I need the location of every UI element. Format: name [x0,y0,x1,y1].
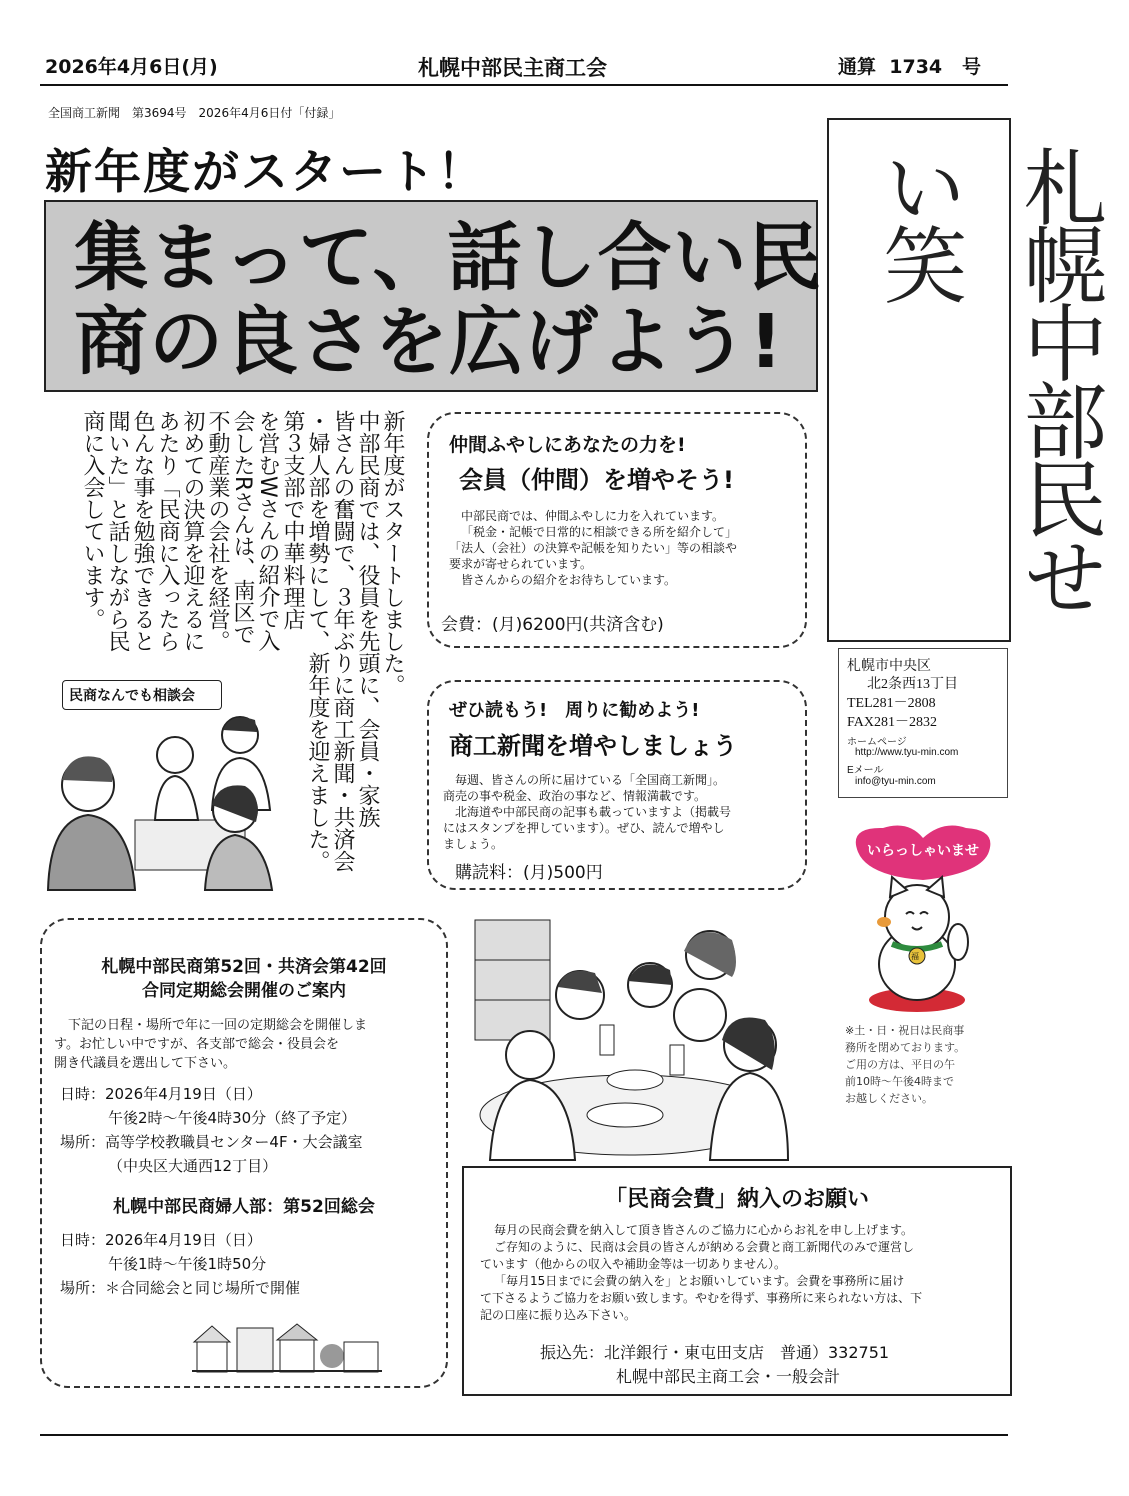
w-place-row [60,1276,300,1300]
account-name: 札幌中部民主商工会・一般会計 [616,1367,841,1386]
date-label: 日時： [60,1231,106,1249]
email-address[interactable]: info@tyu-min.com [855,776,936,787]
dues-title: 「民商会費」納入のお願い [604,1187,869,1212]
article-column: 中部民商では、役員を先頭に、会員・家族 [355,410,380,828]
email-label: Eメール [847,765,884,776]
womens-meeting-time: 午後1時～午後1時50分 [108,1255,267,1273]
womens-meeting-date: 2026年4月19日（日） [105,1231,262,1249]
members-recruitment-box [427,412,807,648]
bank-account: 振込先：北洋銀行・東屯田支店 普通）332751 [540,1343,890,1362]
headline: 新年度がスタート！ [45,145,486,200]
meeting-details [60,1082,363,1178]
note-line: 務所を閉めております。 [845,1041,966,1054]
w-date-row [60,1228,300,1252]
note-line: ご用の方は、平日の午 [845,1058,955,1071]
meeting-place: 高等学校教職員センター4F・大会議室 [105,1133,363,1151]
banner [44,200,823,392]
homepage-url[interactable]: http://www.tyu-min.com [855,747,959,758]
dues-body-line: ています（他からの収入や補助金等は一切ありません）。 [480,1257,787,1271]
party-illustration [470,915,790,1160]
newspaper-body-line: 商売の事や税金、政治の事など、情報満載です。 [443,789,707,803]
masthead-calligraphy: 札幌中部民せい笑 [870,144,1108,612]
newspaper-body [443,772,793,852]
meeting-time: 午後2時～午後4時30分（終了予定） [108,1109,357,1127]
footer-rule [40,1434,1008,1436]
article-column: ・婦人部を増勢にして、新年度を迎えました。 [305,410,330,872]
note-line: 前10時～午後4時まで [845,1075,954,1088]
maneki-neko-icon [862,872,972,1012]
organization-name: 札幌中部民主商工会 [418,56,607,80]
womens-meeting-place: ＊合同総会と同じ場所で開催 [105,1279,301,1297]
newspaper-promotion-box [427,680,807,890]
members-body-line: 「法人（会社）の決算や記帳を知りたい」等の相談や [449,541,738,555]
article-column: 不動産業の会社を経営。 [205,410,230,652]
newspaper-body-line: 北海道や中部民商の記事も載っていますよ（掲載号 [455,805,732,819]
consult-label-box [62,680,222,710]
meeting-intro-line: す。お忙しい中ですが、各支部で総会・役員会を [54,1037,339,1052]
note-line: お越しください。 [845,1092,933,1105]
membership-fee: 会費：(月)6200円(共済含む) [441,615,664,635]
article-column: 会したRさんは、南区で [230,410,255,646]
subscription-fee: 購読料：(月)500円 [455,863,603,883]
newspaper-body-line: ましょう。 [443,837,504,851]
meeting-place-row [60,1130,363,1154]
meeting-intro-line: 下記の日程・場所で年に一回の定期総会を開催しま [68,1018,368,1033]
place-label: 場所： [60,1279,106,1297]
meeting-intro-line: 開き代議員を選出して下さい。 [54,1056,237,1071]
banner-line-2: 商の良さを広げよう! [74,299,784,385]
dues-body-line: 毎月の民商会費を納入して頂き皆さんのご協力に心からお礼を申し上げます。 [494,1223,914,1237]
article-column: 新年度がスタートしました。 [380,410,405,696]
article-column: を営むWさんの紹介で入 [255,410,280,652]
dues-body [480,1222,1000,1324]
meeting-date: 2026年4月19日（日） [105,1085,262,1103]
meeting-title-2: 合同定期総会開催のご案内 [142,981,346,1001]
dues-body-line: て下さるようご協力をお願い致します。やむを得ず、事務所に来られない方は、下 [480,1291,923,1305]
meeting-date-row [60,1082,363,1106]
newspaper-title-2: 商工新聞を増やしましょう [449,732,737,760]
meeting-title-1: 札幌中部民商第52回・共済会第42回 [101,957,387,977]
welcome-text: いらっしゃいませ [867,843,979,859]
note-line: ※土・日・祝日は民商事 [845,1024,965,1037]
article-column: あたり「民商に入ったら [155,410,180,652]
newspaper-title-1: ぜひ読もう! 周りに勧めよう! [449,700,700,721]
header-rule [40,84,1008,86]
newspaper-body-line: にはスタンプを押しています）。ぜひ、読んで増やし [443,821,725,835]
banner-line-1: 集まって、話し合い民 [74,215,823,301]
homepage-label: ホームページ [847,737,907,748]
article-column: 色んな事を勉強できると [130,410,155,652]
members-body [449,508,789,588]
newspaper-body-line: 毎週、皆さんの所に届けている「全国商工新聞」。 [455,773,726,787]
address-box [838,648,1008,798]
fax: FAX281－2832 [847,715,937,730]
article-column: 初めての決算を迎えるに [180,410,205,652]
dues-body-line: 記の口座に振り込み下さい。 [480,1308,637,1322]
coin-text: 福 [911,952,919,961]
consultation-illustration [40,700,280,890]
dues-box [462,1166,1012,1396]
consult-label: 民商なんでも相談会 [69,688,195,704]
article-column: 皆さんの奮闘で、３年ぶりに商工新聞・共済会 [330,410,355,872]
issue-date: 2026年4月6日(月) [45,56,218,78]
address-line-2: 北2条西13丁目 [867,677,958,692]
dues-body-line: ご存知のように、民商は会員の皆さんが納める会費と商工新聞代のみで運営し [494,1240,915,1254]
toasting-people-icon [470,915,790,1160]
dues-body-line: 「毎月15日までに会費の納入を」とお願いしています。会費を事務所に届け [494,1274,905,1288]
members-body-line: 要求が寄せられています。 [449,557,593,571]
meeting-place-address: （中央区大通西12丁目） [108,1157,278,1175]
town-buildings-icon [192,1320,382,1372]
place-label: 場所： [60,1133,106,1151]
article-column: 第３支部で中華料理店 [280,410,305,630]
telephone: TEL281－2808 [847,696,936,711]
article-column: 商に入会しています。 [80,410,105,630]
lucky-cat-illustration [862,872,972,1012]
meeting-intro [54,1016,444,1073]
members-body-line: 「税金・記帳で日常的に相談できる所を紹介して」 [461,525,738,539]
womens-meeting-title: 札幌中部民商婦人部：第52回総会 [113,1197,375,1217]
issue-number: 通算 1734 号 [838,56,982,78]
masthead-box [827,118,1108,642]
members-body-line: 中部民商では、仲間ふやしに力を入れています。 [461,509,725,523]
general-meeting-box [40,918,448,1388]
members-body-line: 皆さんからの紹介をお待ちしています。 [461,573,677,587]
womens-meeting-details [60,1228,300,1300]
subheader: 全国商工新聞 第3694号 2026年4月6日付「付録」 [48,106,341,120]
address-line-1: 札幌市中央区 [847,659,931,674]
members-title-1: 仲間ふやしにあなたの力を! [449,434,686,456]
people-talking-icon [40,700,280,890]
article-column: 聞いた」と話しながら民 [105,410,130,652]
office-hours-note [845,1022,965,1107]
members-title-2: 会員（仲間）を増やそう! [459,466,734,494]
date-label: 日時： [60,1085,106,1103]
